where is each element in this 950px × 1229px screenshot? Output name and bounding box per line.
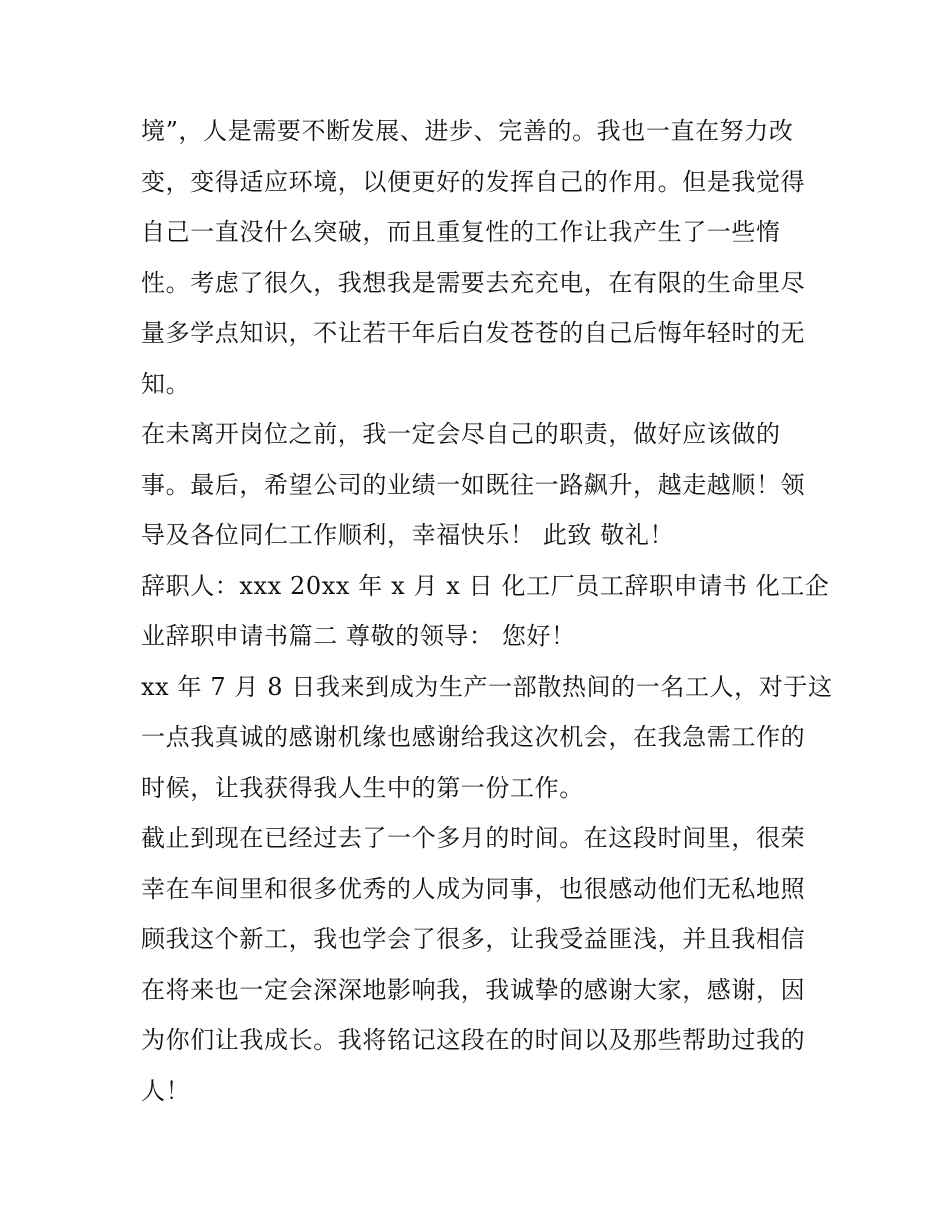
text-line: 境”，人是需要不断发展、进步、完善的。我也一直在努力改: [141, 117, 794, 145]
text-line: 导及各位同仁工作顺利，幸福快乐！ 此致 敬礼！: [141, 521, 675, 549]
text-line: 为你们让我成长。我将铭记这段在的时间以及那些帮助过我的: [141, 1026, 806, 1054]
text-line: xx 年 7 月 8 日我来到成为生产一部散热间的一名工人，对于这: [141, 672, 833, 701]
text-line: 幸在车间里和很多优秀的人成为同事，也很感动他们无私地照: [141, 874, 806, 903]
text-line: 截止到现在已经过去了一个多月的时间。在这段时间里，很荣: [141, 824, 806, 852]
text-line: 业辞职申请书篇二 尊敬的领导： 您好！: [141, 622, 576, 650]
text-line: 事。最后，希望公司的业绩一如既往一路飙升，越走越顺！领: [141, 470, 806, 499]
text-line: 人！: [141, 1076, 191, 1105]
text-line: 性。考虑了很久，我想我是需要去充充电，在有限的生命里尽: [141, 268, 806, 297]
text-line: 变，变得适应环境，以便更好的发挥自己的作用。但是我觉得: [141, 167, 806, 196]
text-line: 量多学点知识，不让若干年后白发苍苍的自己后悔年轻时的无: [141, 319, 806, 347]
text-line: 自己一直没什么突破，而且重复性的工作让我产生了一些惰: [141, 218, 781, 246]
text-line: 辞职人：xxx 20xx 年 x 月 x 日 化工厂员工辞职申请书 化工企: [141, 571, 830, 600]
text-line: 在将来也一定会深深地影响我，我诚挚的感谢大家，感谢，因: [141, 975, 806, 1004]
text-line: 一点我真诚的感谢机缘也感谢给我这次机会，在我急需工作的: [141, 723, 806, 751]
text-line: 知。: [141, 369, 191, 398]
text-line: 在未离开岗位之前，我一定会尽自己的职责，做好应该做的: [141, 420, 781, 448]
text-line: 顾我这个新工，我也学会了很多，让我受益匪浅，并且我相信: [141, 925, 806, 953]
text-line: 时候，让我获得我人生中的第一份工作。: [141, 773, 584, 802]
document-body-text: [141, 106, 833, 1116]
